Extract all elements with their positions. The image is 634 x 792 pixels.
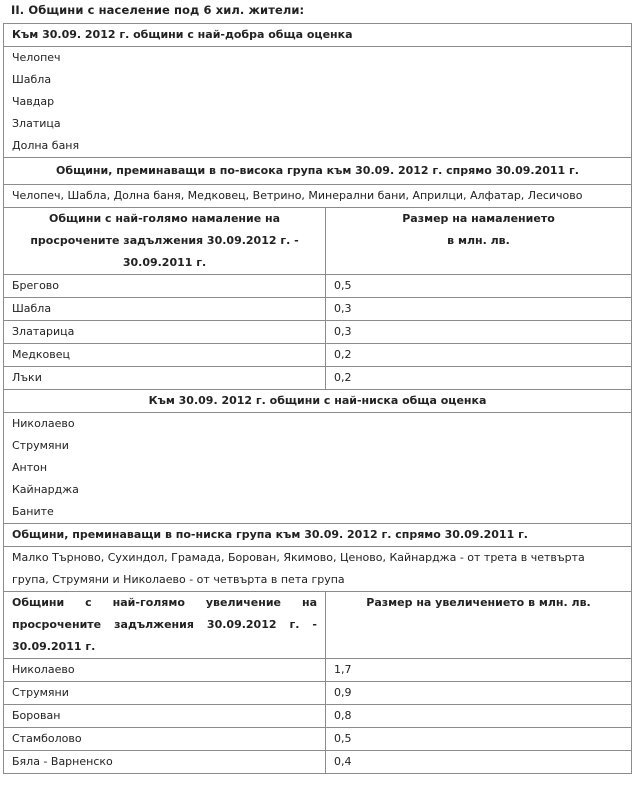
decrease-header-row	[4, 208, 632, 275]
increase-name: Стамболово	[4, 728, 326, 751]
lower-group-text-row	[4, 547, 632, 592]
decrease-name: Лъки	[4, 367, 326, 390]
worst-title: Към 30.09. 2012 г. общини с най-ниска обща оценка	[4, 390, 632, 413]
best-list-row	[4, 47, 632, 158]
increase-name: Борован	[4, 705, 326, 728]
decrease-value: 0,2	[326, 344, 632, 367]
worst-list-row	[4, 413, 632, 524]
header-line: Размер на намалението	[402, 212, 555, 225]
best-title: Към 30.09. 2012 г. общини с най-добра обща оценка	[4, 24, 632, 47]
best-list	[4, 47, 632, 158]
table-row	[4, 275, 632, 298]
decrease-col1-header	[4, 208, 326, 275]
list-item: Долна баня	[12, 139, 80, 152]
table-row	[4, 298, 632, 321]
table-row	[4, 367, 632, 390]
section-heading: II. Общини с население под 6 хил. жители:	[11, 3, 305, 17]
list-item: Чавдар	[12, 95, 55, 108]
header-line: просрочените задължения 30.09.2012 г. -	[30, 234, 299, 247]
decrease-name: Шабла	[4, 298, 326, 321]
list-item: Шабла	[12, 73, 52, 86]
decrease-value: 0,3	[326, 321, 632, 344]
higher-group-text: Челопеч, Шабла, Долна баня, Медковец, Ветрино, Минерални бани, Априлци, Алфатар, Лесичово	[4, 185, 632, 208]
decrease-name: Медковец	[4, 344, 326, 367]
decrease-value: 0,5	[326, 275, 632, 298]
header-line: Общини с най-голямо намаление на	[48, 212, 281, 225]
decrease-name: Златарица	[4, 321, 326, 344]
decrease-value: 0,2	[326, 367, 632, 390]
increase-value: 1,7	[326, 659, 632, 682]
list-item: Златица	[12, 117, 61, 130]
lower-group-text: Малко Търново, Сухиндол, Грамада, Борован, Якимово, Ценово, Кайнарджа - от трета в четвърта група, Струмяни и Николаево - от четвърта в пета група	[4, 547, 632, 592]
list-item: Баните	[12, 505, 54, 518]
list-item: Челопеч	[12, 51, 61, 64]
higher-group-title-row	[4, 158, 632, 185]
increase-value: 0,4	[326, 751, 632, 774]
decrease-name: Брегово	[4, 275, 326, 298]
header-line: в млн. лв.	[447, 234, 510, 247]
list-item: Кайнарджа	[12, 483, 79, 496]
table-row	[4, 705, 632, 728]
table-row	[4, 321, 632, 344]
decrease-value: 0,3	[326, 298, 632, 321]
worst-title-row	[4, 390, 632, 413]
header-line: 30.09.2011 г.	[122, 256, 207, 269]
lower-group-title: Общини, преминаващи в по-ниска група към 30.09. 2012 г. спрямо 30.09.2011 г.	[4, 524, 632, 547]
table-row	[4, 728, 632, 751]
increase-value: 0,8	[326, 705, 632, 728]
worst-list	[4, 413, 632, 524]
increase-value: 0,5	[326, 728, 632, 751]
increase-header-row	[4, 592, 632, 659]
municipalities-table	[3, 23, 632, 774]
table-row	[4, 659, 632, 682]
lower-group-title-row	[4, 524, 632, 547]
table-row	[4, 751, 632, 774]
increase-col1-header: Общини с най-голямо увеличение на просрочените задължения 30.09.2012 г. - 30.09.2011 г.	[4, 592, 326, 659]
table-row	[4, 344, 632, 367]
increase-value: 0,9	[326, 682, 632, 705]
list-item: Николаево	[12, 417, 75, 430]
increase-col2-header: Размер на увеличението в млн. лв.	[326, 592, 632, 659]
increase-name: Струмяни	[4, 682, 326, 705]
table-row	[4, 682, 632, 705]
decrease-col2-header	[326, 208, 632, 275]
list-item: Антон	[12, 461, 48, 474]
list-item: Струмяни	[12, 439, 69, 452]
best-title-row	[4, 24, 632, 47]
increase-name: Николаево	[4, 659, 326, 682]
increase-name: Бяла - Варненско	[4, 751, 326, 774]
higher-group-title: Общини, преминаващи в по-висока група към 30.09. 2012 г. спрямо 30.09.2011 г.	[4, 158, 632, 185]
higher-group-text-row	[4, 185, 632, 208]
